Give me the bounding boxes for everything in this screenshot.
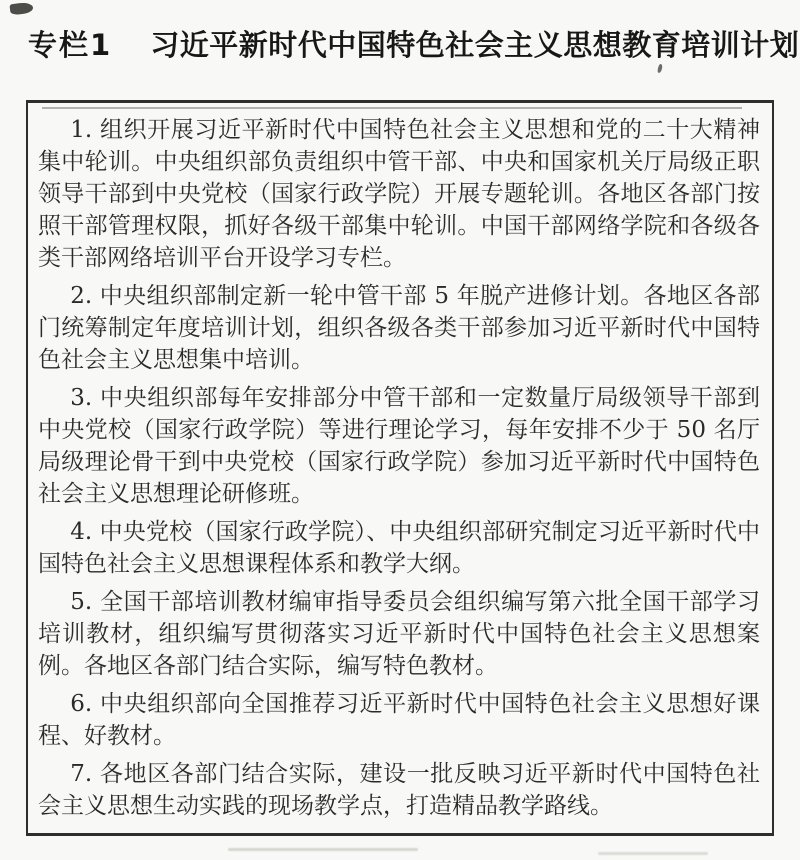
column-title <box>28 26 800 65</box>
paragraph-item-4: 4. 中央党校（国家行政学院）、中央组织部研究制定习近平新时代中国特色社会主义思想课程体系和教学大纲。 <box>38 519 760 577</box>
paragraph-item-7: 7. 各地区各部门结合实际，建设一批反映习近平新时代中国特色社会主义思想生动实践的现场教学点，打造精品教学路线。 <box>38 761 760 819</box>
column-title-label: 专栏1 <box>28 28 113 62</box>
scan-artifact-corner-smudge <box>9 2 33 16</box>
column-title-text: 习近平新时代中国特色社会主义思想教育培训计划 <box>150 28 800 62</box>
paragraph-item-3: 3. 中央组织部每年安排部分中管干部和一定数量厅局级领导干部到中央党校（国家行政学院）等进行理论学习，每年安排不少于 50 名厅局级理论骨干到中央党校（国家行政学院）参加习近平新时代中国特色社会主义思想理论研修班。 <box>38 385 760 507</box>
paragraph-item-1: 1. 组织开展习近平新时代中国特色社会主义思想和党的二十大精神集中轮训。中央组织部负责组织中管干部、中央和国家机关厅局级正职领导干部到中央党校（国家行政学院）开展专题轮训。各地区各部门按照干部管理权限，抓好各级干部集中轮训。中国干部网络学院和各级各类干部网络培训平台开设学习专栏。 <box>38 117 760 271</box>
scan-artifact-bottom-smudge-right <box>598 852 708 855</box>
paragraph-item-6: 6. 中央组织部向全国推荐习近平新时代中国特色社会主义思想好课程、好教材。 <box>38 691 760 749</box>
paragraph-item-2: 2. 中央组织部制定新一轮中管干部 5 年脱产进修计划。各地区各部门统筹制定年度培训计划，组织各级各类干部参加习近平新时代中国特色社会主义思想集中培训。 <box>38 283 760 373</box>
column-content-box <box>26 100 774 836</box>
scan-artifact-bottom-smudge-left <box>228 848 418 851</box>
paragraph-item-5: 5. 全国干部培训教材编审指导委员会组织编写第六批全国干部学习培训教材，组织编写贯彻落实习近平新时代中国特色社会主义思想案例。各地区各部门结合实际，编写特色教材。 <box>38 589 760 679</box>
